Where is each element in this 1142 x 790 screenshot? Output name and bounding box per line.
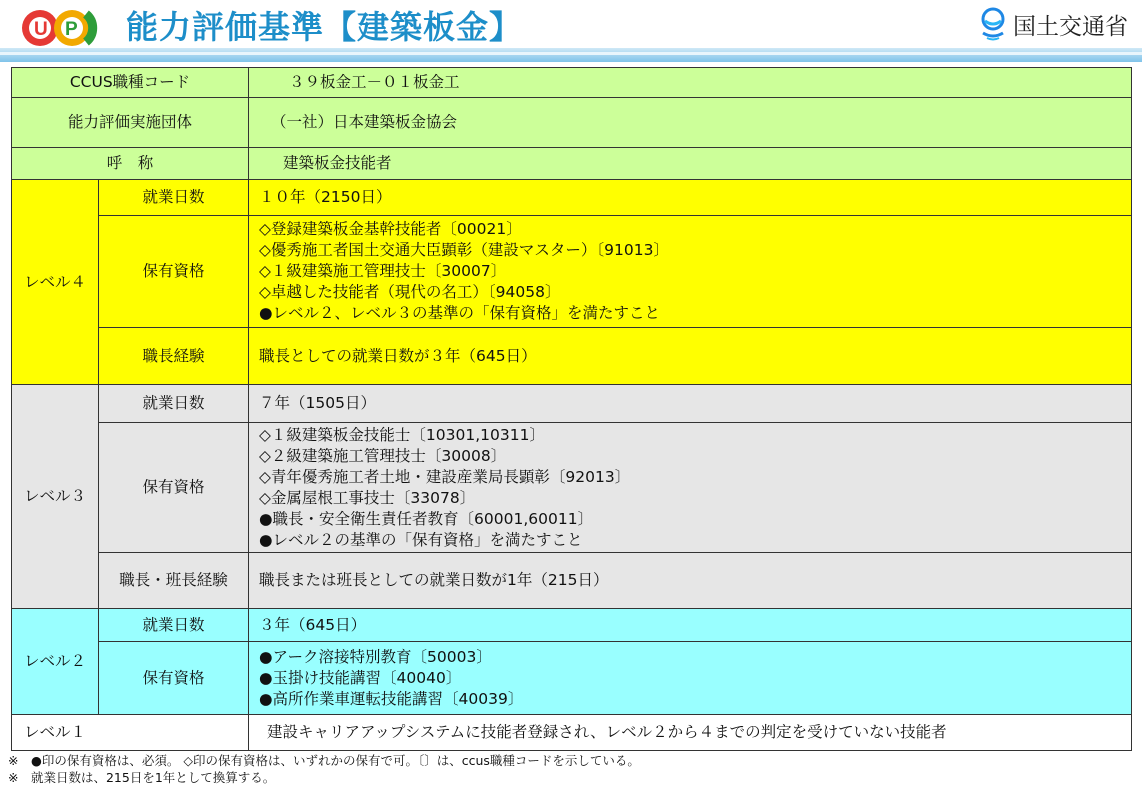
level1-value: 建設キャリアアップシステムに技能者登録され、レベル２から４までの判定を受けていない技能者 [249,715,1132,751]
level2-qual-item: ●アーク溶接特別教育〔50003〕 [259,647,492,666]
svg-text:U: U [34,19,48,40]
level2-label: レベル２ [12,609,99,715]
level4-qual-item: ◇１級建築施工管理技士〔30007〕 [259,262,507,280]
level4-qual-item: ◇優秀施工者国土交通大臣顕彰（建設マスター）〔91013〕 [259,241,669,259]
level3-days-label: 就業日数 [99,385,249,423]
level4-qual-label: 保有資格 [99,216,249,328]
svg-text:P: P [65,19,78,40]
level3-qual-row [12,423,1132,553]
level1-label: レベル１ [12,715,249,751]
level3-qual-item: ◇青年優秀施工者土地・建設産業局長顕彰〔92013〕 [259,467,631,486]
level4-label: レベル４ [12,180,99,385]
level2-days-value: ３年（645日） [249,609,1132,642]
level2-qual-list [249,642,1132,715]
level4-days-value: １０年（2150日） [249,180,1132,216]
level3-qual-label: 保有資格 [99,423,249,553]
footnote-1: ※ ●印の保有資格は、必須。 ◇印の保有資格は、いずれかの保有で可。〔〕は、ccus職種コードを示している。 [8,753,640,768]
name-row [12,148,1132,180]
level3-qual-item: ●職長・安全衛生責任者教育〔60001,60011〕 [259,509,594,528]
level2-qual-row [12,642,1132,715]
level3-qual-list [249,423,1132,553]
level3-qual-item: ◇１級建築板金技能士〔10301,10311〕 [259,425,545,444]
level3-qual-item: ◇２級建築施工管理技士〔30008〕 [259,446,507,465]
level4-qual-item: ◇登録建築板金基幹技能者〔00021〕 [259,220,522,238]
level3-exp-value: 職長または班長としての就業日数が1年（215日） [249,553,1132,609]
name-value: 建築板金技能者 [249,148,1132,180]
level4-exp-value: 職長としての就業日数が３年（645日） [249,328,1132,385]
level4-qual-list [249,216,1132,328]
code-label: CCUS職種コード [12,68,249,98]
level2-qual-item: ●高所作業車運転技能講習〔40039〕 [259,689,524,708]
level4-exp-label: 職長経験 [99,328,249,385]
evaluation-table [11,67,1132,751]
header-band-highlight [0,52,1142,55]
level3-qual-item: ◇金属屋根工事技士〔33078〕 [259,488,476,507]
up-logo-icon [20,6,112,48]
level2-qual-item: ●玉掛け技能講習〔40040〕 [259,668,462,687]
level4-exp-row [12,328,1132,385]
org-label: 能力評価実施団体 [12,98,249,148]
org-value: （一社）日本建築板金協会 [249,98,1132,148]
level4-days-row [12,180,1132,216]
code-row [12,68,1132,98]
mlit-emblem-icon [979,7,1007,41]
level1-row [12,715,1132,751]
level3-label: レベル３ [12,385,99,609]
level3-qual-item: ●レベル２の基準の「保有資格」を満たすこと [259,530,583,549]
org-row [12,98,1132,148]
header-band [0,48,1142,62]
level2-days-label: 就業日数 [99,609,249,642]
page-title: 能力評価基準【建築板金】 [126,8,523,46]
ministry-badge [979,6,1128,42]
level4-qual-item: ◇卓越した技能者（現代の名工）〔94058〕 [259,283,561,301]
level2-days-row [12,609,1132,642]
code-value: ３９板金工－０１板金工 [249,68,1132,98]
level4-days-label: 就業日数 [99,180,249,216]
level3-days-value: ７年（1505日） [249,385,1132,423]
footnotes [8,752,640,786]
name-label: 呼 称 [12,148,249,180]
level3-days-row [12,385,1132,423]
ministry-name: 国土交通省 [1013,13,1128,40]
level4-qual-row [12,216,1132,328]
level4-qual-item: ●レベル２、レベル３の基準の「保有資格」を満たすこと [259,304,661,322]
level2-qual-label: 保有資格 [99,642,249,715]
footnote-2: ※ 就業日数は、215日を1年として換算する。 [8,770,276,785]
level3-exp-label: 職長・班長経験 [99,553,249,609]
level3-exp-row [12,553,1132,609]
